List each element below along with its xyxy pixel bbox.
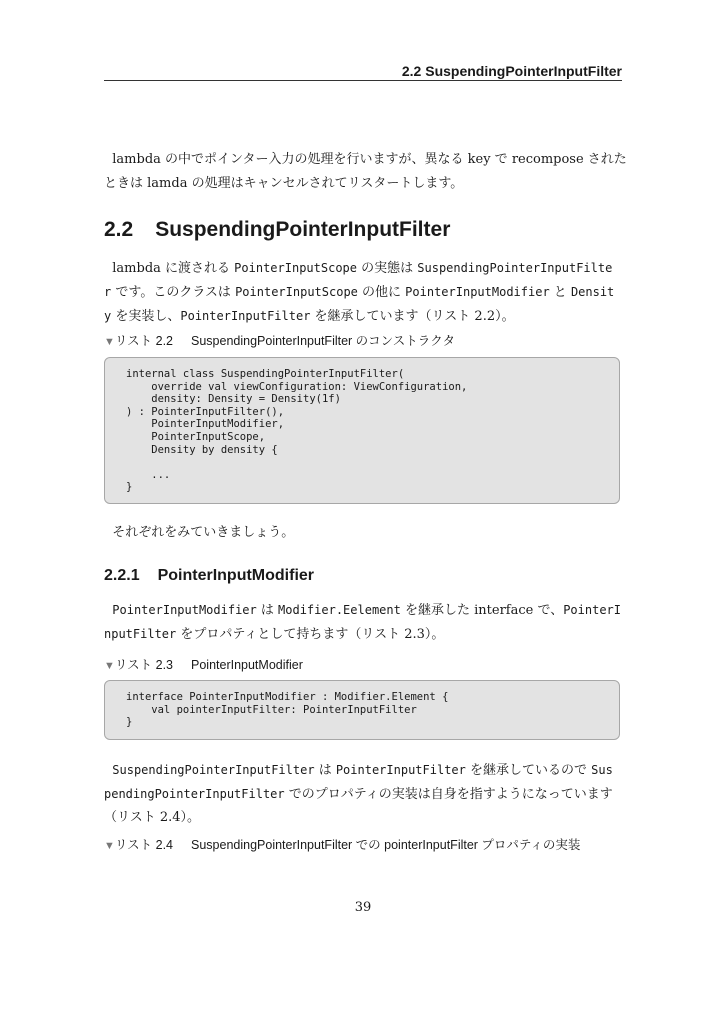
code-inline: nputFilter bbox=[104, 627, 177, 641]
listing-caption-2-4: ▼リスト 2.4 SuspendingPointerInputFilter での pointerInputFilter プロパティの実装 bbox=[104, 838, 581, 852]
triangle-marker-icon: ▼ bbox=[104, 336, 115, 348]
section-heading-2-2-1 bbox=[104, 567, 314, 585]
section-number: 2.2 bbox=[104, 218, 134, 241]
intro-line-2: ときは lamda の処理はキャンセルされてリスタートします。 bbox=[104, 176, 464, 191]
intro-line-1: lambda の中でポインター入力の処理を行いますが、異なる key で recompose された bbox=[104, 152, 627, 167]
section-title: PointerInputModifier bbox=[157, 567, 315, 584]
code-listing-2-3 bbox=[104, 680, 620, 740]
section-title: SuspendingPointerInputFilter bbox=[155, 218, 451, 241]
section-2-2-1-para2-line-1: SuspendingPointerInputFilter は PointerInputFilter を継承しているので Sus bbox=[112, 763, 613, 778]
code-inline: pendingPointerInputFilter bbox=[104, 787, 285, 801]
listing-caption-2-2: ▼リスト 2.2 SuspendingPointerInputFilter のコンストラクタ bbox=[104, 334, 456, 348]
code-listing-2-2 bbox=[104, 357, 620, 504]
section-2-2-para-line-1: lambda に渡される PointerInputScope の実態は SuspendingPointerInputFilte bbox=[104, 261, 613, 276]
code-text: internal class SuspendingPointerInputFilter( override val viewConfiguration: ViewConfiguration, density: Density = Density(1f) ) : PointerInputFilter(), PointerInputModifier, PointerInputScope, Density by density { ... } bbox=[126, 368, 468, 494]
section-number: 2.2.1 bbox=[104, 567, 140, 584]
section-2-2-1-para-line-2: nputFilter をプロパティとして持ちます（リスト 2.3）。 bbox=[104, 627, 445, 642]
section-2-2-1-para2-line-2: pendingPointerInputFilter でのプロパティの実装は自身を指すようになっています bbox=[104, 787, 613, 802]
section-2-2-para-line-3: y を実装し、PointerInputFilter を継承しています（リスト 2.2）。 bbox=[104, 309, 515, 324]
code-inline: PointerInputModifier bbox=[112, 603, 257, 617]
transition-text: それぞれをみていきましょう。 bbox=[104, 525, 295, 540]
code-inline: y bbox=[104, 309, 112, 323]
triangle-marker-icon: ▼ bbox=[104, 840, 115, 852]
code-inline: Densit bbox=[570, 285, 615, 299]
page-number: 39 bbox=[354, 900, 372, 915]
listing-caption-2-3: ▼リスト 2.3 PointerInputModifier bbox=[104, 658, 303, 672]
code-inline: PointerInputFilter bbox=[335, 763, 466, 777]
running-header: 2.2 SuspendingPointerInputFilter bbox=[401, 63, 622, 79]
code-inline: r bbox=[104, 285, 112, 299]
triangle-marker-icon: ▼ bbox=[104, 660, 115, 672]
code-inline: PointerInputFilter bbox=[180, 309, 311, 323]
section-2-2-1-para-line-1: PointerInputModifier は Modifier.Eelement を継承した interface で、PointerI bbox=[112, 603, 621, 618]
code-inline: PointerInputScope bbox=[235, 285, 358, 299]
header-rule bbox=[104, 80, 622, 81]
section-heading-2-2 bbox=[104, 218, 450, 242]
code-inline: PointerInputModifier bbox=[405, 285, 550, 299]
code-inline: Sus bbox=[591, 763, 613, 777]
code-text: interface PointerInputModifier : Modifier.Element { val pointerInputFilter: PointerInputFilter } bbox=[126, 691, 449, 729]
code-inline: SuspendingPointerInputFilte bbox=[417, 261, 613, 275]
code-inline: PointerI bbox=[563, 603, 621, 617]
section-2-2-para-line-2: r です。このクラスは PointerInputScope の他に PointerInputModifier と Densit bbox=[104, 285, 615, 300]
code-inline: SuspendingPointerInputFilter bbox=[112, 763, 315, 777]
code-inline: PointerInputScope bbox=[234, 261, 357, 275]
code-inline: Modifier.Eelement bbox=[278, 603, 401, 617]
section-2-2-1-para2-line-3: （リスト 2.4）。 bbox=[104, 810, 201, 825]
